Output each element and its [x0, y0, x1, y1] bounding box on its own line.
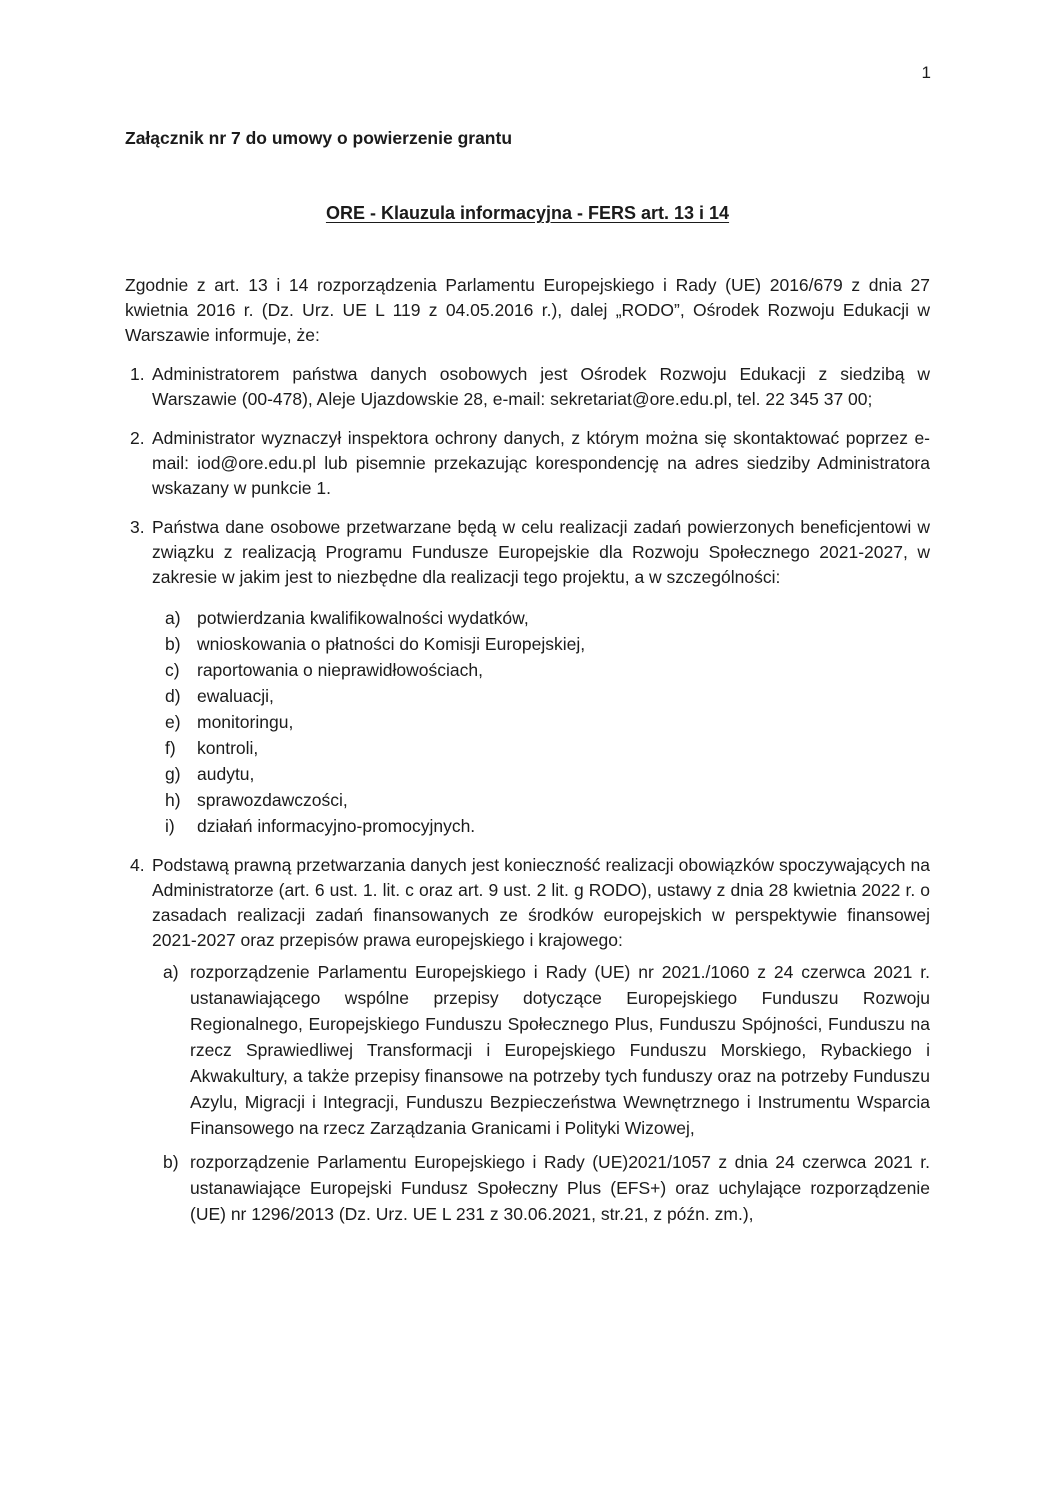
list-item-label: f): [165, 738, 176, 758]
list-item-label: i): [165, 816, 175, 836]
list-item: [165, 761, 930, 787]
list-item: [165, 631, 930, 657]
list-item: [165, 787, 930, 813]
regulation-item: [152, 959, 930, 1141]
list-item: [165, 709, 930, 735]
list-item-text: potwierdzania kwalifikowalności wydatków,: [197, 608, 529, 628]
item-text: Podstawą prawną przetwarzania danych jest konieczność realizacji obowiązków spoczywających na Administratorze (art. 6 ust. 1. lit. c oraz art. 9 ust. 2 lit. g RODO), ustawy z dnia 28 kwietnia 2022 r. o zasadach realizacji zadań finansowanych ze środków europejskich w perspektywie finansowej 2021-2027 oraz przepisów prawa europejskiego i krajowego:: [152, 855, 930, 950]
attachment-line: Załącznik nr 7 do umowy o powierzenie grantu: [125, 128, 513, 148]
list-item-label: d): [165, 686, 181, 706]
list-item-label: b): [163, 1152, 179, 1172]
item-number: 1.: [130, 364, 145, 384]
list-item: [165, 735, 930, 761]
numbered-item-2: [125, 426, 930, 501]
list-item: [165, 813, 930, 839]
list-item-label: h): [165, 790, 181, 810]
list-item-label: a): [163, 962, 179, 982]
list-item-label: g): [165, 764, 181, 784]
page-title: ORE - Klauzula informacyjna - FERS art. 13 i 14: [325, 203, 730, 223]
list-item: [165, 605, 930, 631]
list-item-text: sprawozdawczości,: [197, 790, 348, 810]
intro-paragraph: Zgodnie z art. 13 i 14 rozporządzenia Parlamentu Europejskiego i Rady (UE) 2016/679 z dnia 27 kwietnia 2016 r. (Dz. Urz. UE L 119 z 04.05.2016 r.), dalej „RODO”, Ośrodek Rozwoju Edukacji w Warszawie informuje, że:: [125, 275, 930, 345]
list-item-text: rozporządzenie Parlamentu Europejskiego i Rady (UE) nr 2021./1060 z 24 czerwca 2021 r. ustanawiającego wspólne przepisy dotyczące Europejskiego Funduszu Rozwoju Regionalnego, Europejskiego Funduszu Społecznego Plus, Funduszu Spójności, Funduszu na rzecz Sprawiedliwej Transformacji i Europejskiego Funduszu Morskiego, Rybackiego i Akwakultury, a także przepisy finansowe na potrzeby tych funduszy oraz na potrzeby Funduszu Azylu, Migracji i Integracji, Funduszu Bezpieczeństwa Wewnętrznego i Instrumentu Wsparcia Finansowego na rzecz Zarządzania Granicami i Polityki Wizowej,: [190, 962, 930, 1138]
item-text: Administratorem państwa danych osobowych jest Ośrodek Rozwoju Edukacji z siedzibą w Warszawie (00-478), Aleje Ujazdowskie 28, e-mail: sekretariat@ore.edu.pl, tel. 22 345 37 00;: [152, 364, 930, 409]
item-number: 4.: [130, 855, 145, 875]
list-item-text: wnioskowania o płatności do Komisji Europejskiej,: [197, 634, 586, 654]
list-item-text: audytu,: [197, 764, 255, 784]
regulation-item: [152, 1149, 930, 1227]
item-number: 2.: [130, 428, 145, 448]
list-item-text: monitoringu,: [197, 712, 294, 732]
list-item-label: b): [165, 634, 181, 654]
purpose-list: [152, 605, 930, 839]
list-item-text: raportowania o nieprawidłowościach,: [197, 660, 483, 680]
list-item-text: rozporządzenie Parlamentu Europejskiego i Rady (UE)2021/1057 z dnia 24 czerwca 2021 r. ustanawiające Europejski Fundusz Społeczny Plus (EFS+) oraz uchylające rozporządzenie (UE) nr 1296/2013 (Dz. Urz. UE L 231 z 30.06.2021, str.21, z późn. zm.),: [190, 1152, 930, 1224]
numbered-item-1: [125, 362, 930, 412]
list-item-label: c): [165, 660, 180, 680]
list-item-text: ewaluacji,: [197, 686, 274, 706]
list-item-label: e): [165, 712, 181, 732]
list-item: [165, 683, 930, 709]
item-text: Państwa dane osobowe przetwarzane będą w celu realizacji zadań powierzonych beneficjentowi w związku z realizacją Programu Fundusze Europejskie dla Rozwoju Społecznego 2021-2027, w zakresie w jakim jest to niezbędne dla realizacji tego projektu, a w szczególności:: [152, 517, 930, 587]
numbered-item-3: [125, 515, 930, 839]
page-number: 1: [921, 63, 931, 82]
item-text: Administrator wyznaczył inspektora ochrony danych, z którym można się skontaktować poprzez e-mail: iod@ore.edu.pl lub pisemnie przekazując korespondencję na adres siedziby Administratora wskazany w punkcie 1.: [152, 428, 930, 498]
item-number: 3.: [130, 517, 145, 537]
list-item-text: działań informacyjno-promocyjnych.: [197, 816, 476, 836]
list-item-text: kontroli,: [197, 738, 259, 758]
numbered-item-4: [125, 853, 930, 1227]
list-item: [165, 657, 930, 683]
list-item-label: a): [165, 608, 181, 628]
